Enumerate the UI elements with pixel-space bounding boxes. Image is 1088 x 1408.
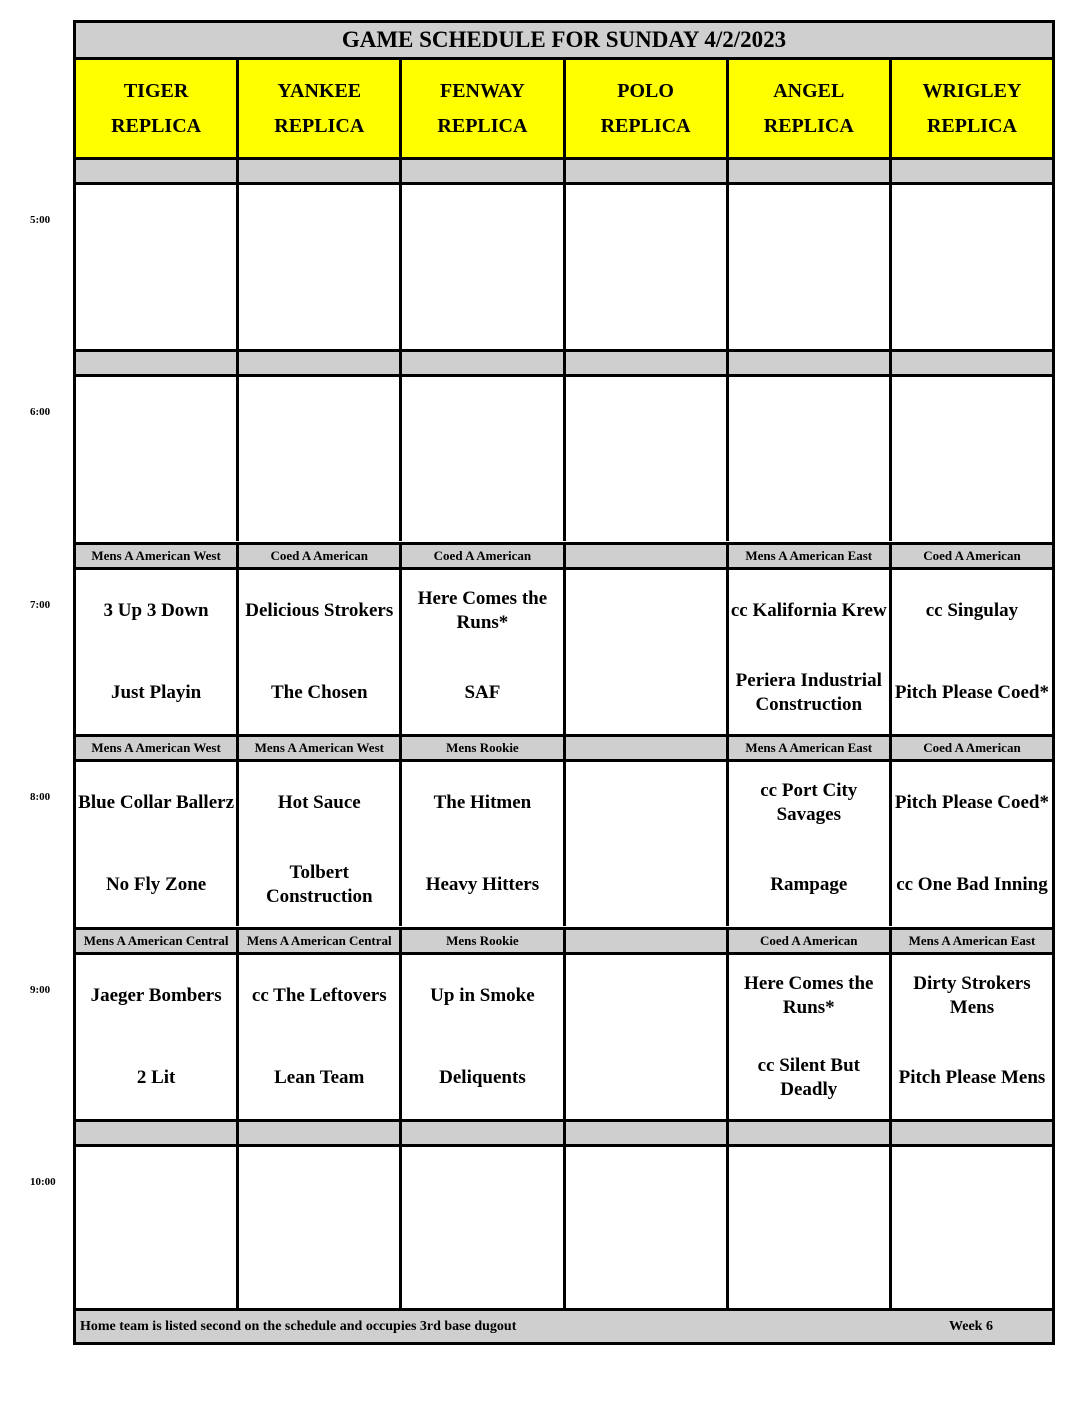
game-cell bbox=[239, 955, 402, 1119]
field-type: REPLICA bbox=[600, 114, 691, 137]
game-cell bbox=[239, 570, 402, 734]
division-label: Coed A American bbox=[729, 930, 892, 952]
home-team bbox=[76, 459, 236, 541]
home-team bbox=[892, 459, 1052, 541]
field-header bbox=[892, 60, 1052, 157]
away-team bbox=[566, 570, 726, 652]
game-cell bbox=[566, 1147, 729, 1311]
home-team: The Chosen bbox=[270, 682, 368, 703]
home-team bbox=[239, 1229, 399, 1311]
division-row bbox=[76, 542, 1052, 570]
away-team: Hot Sauce bbox=[277, 792, 361, 813]
game-cell bbox=[566, 570, 729, 734]
home-team: SAF bbox=[464, 682, 501, 703]
division-label bbox=[239, 352, 402, 374]
away-team: The Hitmen bbox=[433, 792, 532, 813]
week-label: Week 6 bbox=[949, 1319, 993, 1334]
away-team bbox=[402, 377, 562, 459]
game-cell bbox=[76, 570, 239, 734]
game-row bbox=[76, 762, 1052, 926]
away-team: Blue Collar Ballerz bbox=[78, 792, 235, 813]
away-team: Dirty Strokers Mens bbox=[913, 973, 1031, 1018]
game-cell bbox=[76, 762, 239, 926]
division-label: Mens A American Central bbox=[239, 930, 402, 952]
away-team: Here Comes the Runs* bbox=[417, 588, 548, 633]
game-cell bbox=[76, 955, 239, 1119]
home-team bbox=[239, 459, 399, 541]
away-team: Here Comes the Runs* bbox=[744, 973, 874, 1018]
home-team bbox=[566, 652, 726, 734]
field-type: REPLICA bbox=[926, 114, 1017, 137]
away-team bbox=[566, 762, 726, 844]
game-row bbox=[76, 185, 1052, 349]
field-type: REPLICA bbox=[111, 114, 202, 137]
game-cell bbox=[566, 185, 729, 349]
game-cell bbox=[729, 570, 892, 734]
division-label: Coed A American bbox=[892, 545, 1052, 567]
away-team: cc Singulay bbox=[925, 600, 1019, 621]
time-label: 7:00 bbox=[30, 599, 51, 611]
away-team: cc The Leftovers bbox=[251, 985, 387, 1006]
away-team bbox=[729, 1147, 889, 1229]
home-team: cc Silent But Deadly bbox=[757, 1055, 860, 1100]
division-label bbox=[566, 545, 729, 567]
division-label bbox=[76, 352, 239, 374]
game-cell bbox=[729, 955, 892, 1119]
game-cell bbox=[729, 185, 892, 349]
game-cell bbox=[729, 377, 892, 541]
home-team: Rampage bbox=[770, 874, 848, 895]
home-team bbox=[729, 459, 889, 541]
time-label: 6:00 bbox=[30, 406, 51, 418]
away-team bbox=[76, 1147, 236, 1229]
division-label bbox=[892, 1122, 1052, 1144]
game-cell bbox=[892, 185, 1052, 349]
field-header-row bbox=[76, 60, 1052, 160]
division-label bbox=[892, 160, 1052, 182]
game-cell bbox=[402, 377, 565, 541]
home-team bbox=[566, 267, 726, 349]
game-row bbox=[76, 955, 1052, 1119]
home-team: Tolbert Construction bbox=[265, 862, 373, 907]
time-label: 9:00 bbox=[30, 984, 51, 996]
division-label bbox=[402, 160, 565, 182]
division-label bbox=[729, 1122, 892, 1144]
footer-bar bbox=[76, 1308, 1052, 1342]
field-header bbox=[76, 60, 239, 157]
game-cell bbox=[566, 955, 729, 1119]
division-label: Mens A American Central bbox=[76, 930, 239, 952]
division-label: Mens A American West bbox=[76, 737, 239, 759]
division-label: Mens A American East bbox=[729, 545, 892, 567]
field-type: REPLICA bbox=[274, 114, 365, 137]
home-team bbox=[892, 267, 1052, 349]
time-label: 5:00 bbox=[30, 214, 51, 226]
division-label: Mens A American West bbox=[239, 737, 402, 759]
home-team: Heavy Hitters bbox=[425, 874, 540, 895]
game-cell bbox=[239, 1147, 402, 1311]
field-name: POLO bbox=[617, 79, 674, 102]
field-header bbox=[566, 60, 729, 157]
division-label: Coed A American bbox=[402, 545, 565, 567]
game-row bbox=[76, 377, 1052, 541]
home-team bbox=[402, 459, 562, 541]
away-team: Pitch Please Coed* bbox=[894, 792, 1049, 813]
away-team: Jaeger Bombers bbox=[90, 985, 222, 1006]
game-cell bbox=[402, 762, 565, 926]
division-label bbox=[566, 1122, 729, 1144]
division-row bbox=[76, 927, 1052, 955]
division-label: Coed A American bbox=[239, 545, 402, 567]
home-team bbox=[566, 1037, 726, 1119]
division-row bbox=[76, 734, 1052, 762]
home-team: Just Playin bbox=[110, 682, 202, 703]
field-type: REPLICA bbox=[763, 114, 854, 137]
game-cell bbox=[402, 570, 565, 734]
game-cell bbox=[239, 762, 402, 926]
game-cell bbox=[402, 1147, 565, 1311]
division-label: Coed A American bbox=[892, 737, 1052, 759]
field-name: ANGEL bbox=[773, 79, 845, 102]
home-team bbox=[729, 1229, 889, 1311]
division-row bbox=[76, 349, 1052, 377]
field-name: WRIGLEY bbox=[922, 79, 1022, 102]
home-team-note: Home team is listed second on the schedule and occupies 3rd base dugout bbox=[80, 1319, 517, 1334]
away-team: cc Port City Savages bbox=[760, 780, 858, 825]
division-label bbox=[566, 737, 729, 759]
home-team bbox=[239, 267, 399, 349]
division-label: Mens A American East bbox=[892, 930, 1052, 952]
home-team: No Fly Zone bbox=[105, 874, 207, 895]
division-label bbox=[76, 160, 239, 182]
home-team: Pitch Please Mens bbox=[898, 1067, 1046, 1088]
home-team bbox=[402, 1229, 562, 1311]
home-team bbox=[76, 1229, 236, 1311]
home-team bbox=[566, 1229, 726, 1311]
away-team bbox=[892, 185, 1052, 267]
division-label bbox=[402, 352, 565, 374]
away-team bbox=[239, 377, 399, 459]
game-cell bbox=[402, 185, 565, 349]
game-cell bbox=[402, 955, 565, 1119]
home-team bbox=[892, 1229, 1052, 1311]
game-cell bbox=[892, 1147, 1052, 1311]
division-row bbox=[76, 1119, 1052, 1147]
home-team: Periera Industrial Construction bbox=[735, 670, 882, 715]
away-team bbox=[76, 185, 236, 267]
game-row bbox=[76, 1147, 1052, 1311]
home-team: Lean Team bbox=[274, 1067, 365, 1088]
field-name: YANKEE bbox=[277, 79, 362, 102]
division-label: Mens Rookie bbox=[402, 737, 565, 759]
field-name: FENWAY bbox=[440, 79, 525, 102]
division-label bbox=[566, 160, 729, 182]
away-team: Delicious Strokers bbox=[245, 600, 394, 621]
division-label bbox=[729, 160, 892, 182]
away-team bbox=[729, 185, 889, 267]
field-header bbox=[729, 60, 892, 157]
division-label bbox=[239, 160, 402, 182]
time-label: 10:00 bbox=[30, 1176, 56, 1188]
away-team: cc Kalifornia Krew bbox=[730, 600, 887, 621]
home-team bbox=[566, 844, 726, 926]
away-team bbox=[239, 185, 399, 267]
home-team: cc One Bad Inning bbox=[896, 874, 1048, 895]
game-cell bbox=[239, 377, 402, 541]
game-row bbox=[76, 570, 1052, 734]
game-cell bbox=[76, 377, 239, 541]
division-label bbox=[566, 352, 729, 374]
away-team bbox=[729, 377, 889, 459]
away-team bbox=[566, 185, 726, 267]
game-cell bbox=[892, 955, 1052, 1119]
schedule-title: GAME SCHEDULE FOR SUNDAY 4/2/2023 bbox=[76, 23, 1052, 60]
home-team bbox=[76, 267, 236, 349]
game-cell bbox=[566, 377, 729, 541]
division-label bbox=[566, 930, 729, 952]
home-team bbox=[402, 267, 562, 349]
away-team: 3 Up 3 Down bbox=[103, 600, 209, 621]
away-team bbox=[76, 377, 236, 459]
away-team bbox=[566, 377, 726, 459]
game-cell bbox=[892, 570, 1052, 734]
away-team bbox=[239, 1147, 399, 1229]
division-label bbox=[402, 1122, 565, 1144]
game-cell bbox=[892, 377, 1052, 541]
division-label: Mens A American East bbox=[729, 737, 892, 759]
home-team bbox=[729, 267, 889, 349]
game-cell bbox=[729, 762, 892, 926]
field-type: REPLICA bbox=[437, 114, 528, 137]
away-team bbox=[566, 955, 726, 1037]
game-cell bbox=[566, 762, 729, 926]
division-label bbox=[892, 352, 1052, 374]
away-team bbox=[892, 1147, 1052, 1229]
home-team: 2 Lit bbox=[136, 1067, 176, 1088]
away-team bbox=[402, 1147, 562, 1229]
away-team: Up in Smoke bbox=[430, 985, 535, 1006]
game-cell bbox=[239, 185, 402, 349]
division-label: Mens Rookie bbox=[402, 930, 565, 952]
division-label: Mens A American West bbox=[76, 545, 239, 567]
field-name: TIGER bbox=[123, 79, 189, 102]
game-cell bbox=[892, 762, 1052, 926]
game-cell bbox=[76, 185, 239, 349]
division-label bbox=[729, 352, 892, 374]
division-label bbox=[239, 1122, 402, 1144]
away-team bbox=[402, 185, 562, 267]
game-cell bbox=[76, 1147, 239, 1311]
home-team: Pitch Please Coed* bbox=[894, 682, 1049, 703]
field-header bbox=[239, 60, 402, 157]
game-cell bbox=[729, 1147, 892, 1311]
schedule-sheet bbox=[73, 20, 1055, 1345]
field-header bbox=[402, 60, 565, 157]
home-team: Deliquents bbox=[439, 1067, 526, 1088]
away-team bbox=[566, 1147, 726, 1229]
home-team bbox=[566, 459, 726, 541]
time-label: 8:00 bbox=[30, 791, 51, 803]
division-label bbox=[76, 1122, 239, 1144]
away-team bbox=[892, 377, 1052, 459]
division-row bbox=[76, 157, 1052, 185]
